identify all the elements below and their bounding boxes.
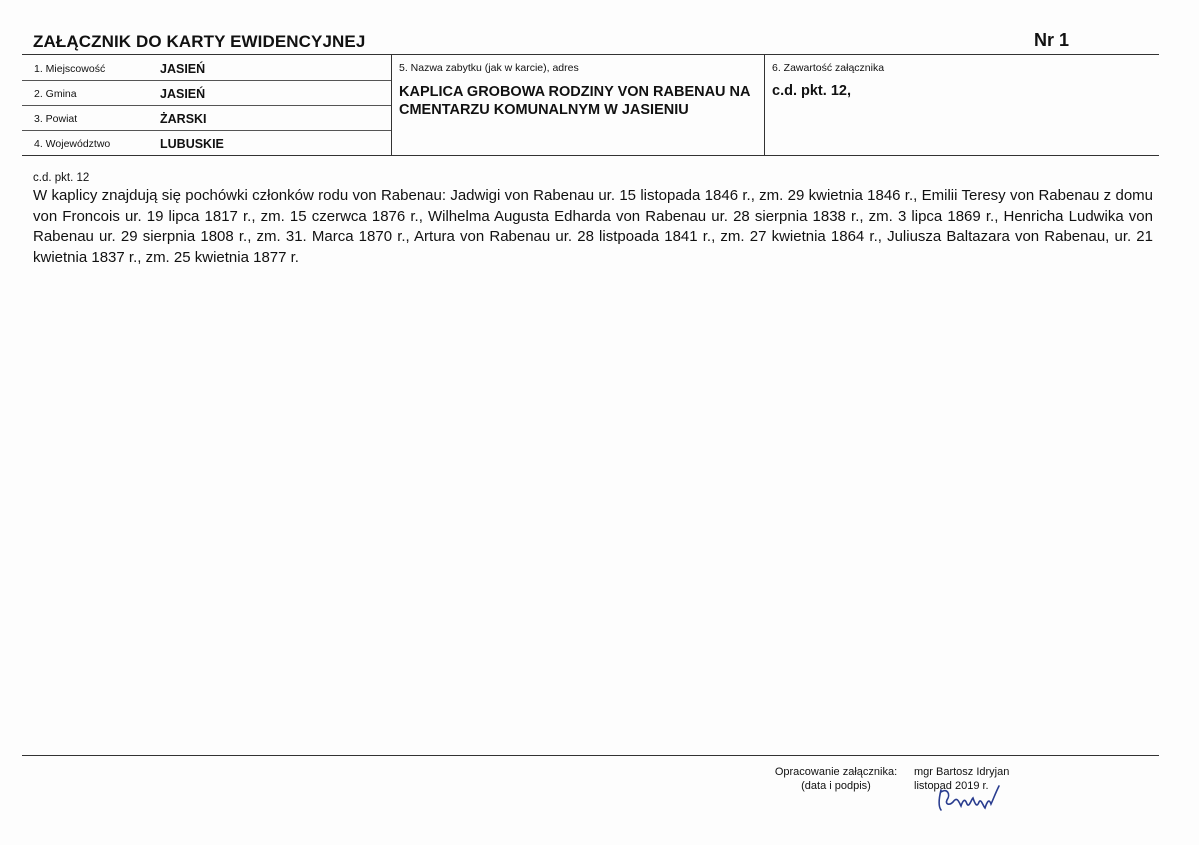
attachment-contents-value: c.d. pkt. 12, bbox=[772, 83, 851, 99]
date-sign-label: (data i podpis) bbox=[801, 780, 871, 792]
field-value: JASIEŃ bbox=[160, 62, 206, 76]
field-label: 3. Powiat bbox=[34, 113, 78, 125]
field-label: 1. Miejscowość bbox=[34, 63, 106, 75]
field-label: 2. Gmina bbox=[34, 88, 77, 100]
monument-name-value: KAPLICA GROBOWA RODZINY VON RABENAU NA CMENTARZU KOMUNALNYM W JASIENIU bbox=[399, 84, 750, 118]
prepared-by-block bbox=[770, 765, 902, 793]
footer-rule bbox=[22, 755, 1159, 756]
signature-icon bbox=[935, 780, 1005, 814]
document-title: ZAŁĄCZNIK DO KARTY EWIDENCYJNEJ bbox=[33, 32, 366, 51]
document-number: Nr 1 bbox=[1033, 30, 1069, 50]
prepared-label: Opracowanie załącznika: bbox=[774, 766, 898, 778]
field-miejscowosc bbox=[22, 55, 391, 81]
prepared-date: listopad 2019 r. bbox=[914, 780, 989, 792]
column-divider bbox=[391, 54, 392, 155]
body-caption: c.d. pkt. 12 bbox=[33, 172, 90, 184]
field-value: JASIEŃ bbox=[160, 87, 206, 101]
field-wojewodztwo bbox=[22, 130, 391, 155]
column-divider bbox=[764, 54, 765, 155]
attachment-contents-label: 6. Zawartość załącznika bbox=[772, 62, 885, 74]
field-label: 4. Województwo bbox=[34, 138, 111, 150]
monument-name-label: 5. Nazwa zabytku (jak w karcie), adres bbox=[399, 62, 579, 74]
field-powiat bbox=[22, 105, 391, 131]
field-gmina bbox=[22, 80, 391, 106]
field-value: ŻARSKI bbox=[160, 112, 207, 126]
body-text: W kaplicy znajdują się pochówki członków rodu von Rabenau: Jadwigi von Rabenau ur. 15 listopada 1846 r., zm. 29 kwietnia 1846 r., Emilii Teresy von Rabenau z domu von Froncois ur. 19 lipca 1817 r., zm. 15 czerwca 1876 r., Wilhelma Augusta Edharda von Rabenau ur. 28 sierpnia 1838 r., zm. 3 lipca 1869 r., Henricha Ludwika von Rabenau ur. 29 sierpnia 1808 r., zm. 31. Marca 1870 r., Artura von Rabenau ur. 28 listpoada 1841 r., zm. 27 kwietnia 1864 r., Juliusza Baltazara von Rabenau, ur. 21 kwietnia 1837 r., zm. 25 kwietnia 1877 r. bbox=[33, 187, 1153, 266]
field-value: LUBUSKIE bbox=[160, 137, 224, 151]
table-bottom-rule bbox=[22, 155, 1159, 156]
author-name: mgr Bartosz Idryjan bbox=[914, 766, 1010, 778]
